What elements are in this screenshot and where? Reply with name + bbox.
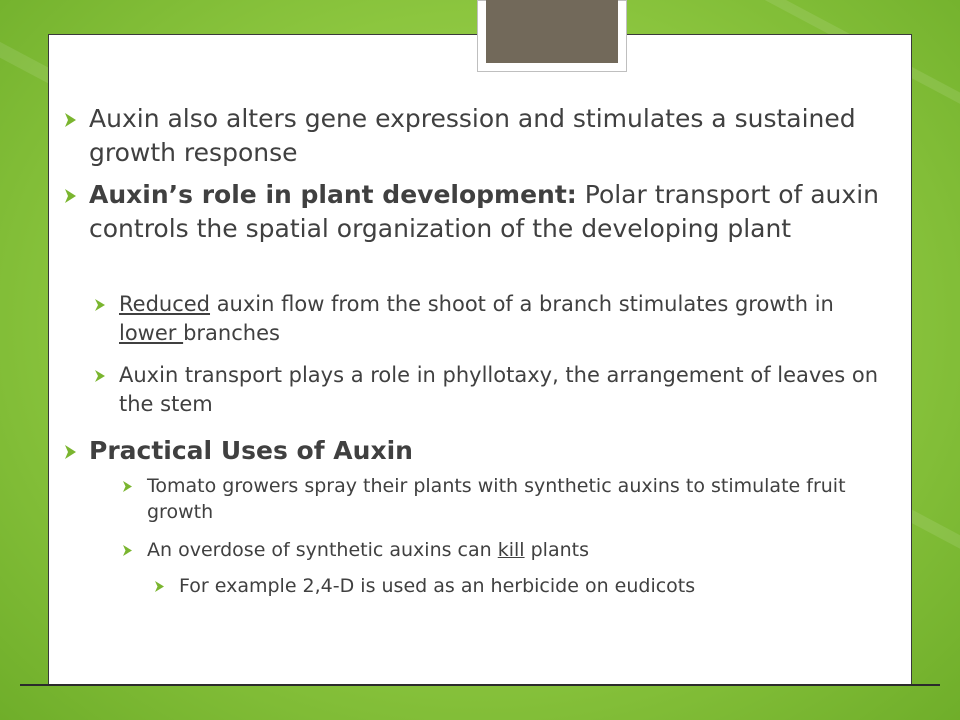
- arrow-bullet-icon: [94, 369, 107, 383]
- sub-bullet-item: [94, 290, 894, 348]
- arrow-bullet-icon: [64, 444, 78, 460]
- underlined-word: lower: [119, 321, 184, 345]
- bullet-text: For example 2,4-D is used as an herbicide on eudicots: [179, 575, 696, 597]
- bullet-item: [64, 102, 894, 170]
- arrow-bullet-icon: [64, 188, 78, 204]
- bullet-item: [64, 434, 894, 468]
- bullet-text: Tomato growers spray their plants with synthetic auxins to stimulate fruit growth: [147, 475, 846, 523]
- arrow-bullet-icon: [122, 480, 134, 493]
- bullet-item: [64, 178, 894, 246]
- bullet-bold-text: Auxin’s role in plant development:: [89, 180, 577, 209]
- underlined-word: kill: [497, 539, 525, 561]
- bullet-text: Auxin also alters gene expression and stimulates a sustained growth response: [89, 104, 856, 167]
- arrow-bullet-icon: [122, 544, 134, 557]
- sub-sub-bullet-item: [154, 573, 904, 599]
- sub-bullet-item: [122, 473, 902, 525]
- sub-bullet-item: [122, 537, 902, 563]
- bullet-text: plants: [524, 539, 589, 561]
- bullet-text: auxin flow from the shoot of a branch stimulates growth in: [210, 292, 834, 316]
- arrow-bullet-icon: [64, 112, 78, 128]
- arrow-bullet-icon: [154, 580, 166, 593]
- bullet-text: Auxin transport plays a role in phyllotaxy, the arrangement of leaves on the stem: [119, 363, 879, 416]
- bullet-text: branches: [183, 321, 280, 345]
- underlined-word: Reduced: [119, 292, 211, 316]
- bullet-text: Polar transport of auxin controls the spatial organization of the developing plant: [89, 180, 879, 243]
- sub-bullet-item: [94, 361, 894, 419]
- bullet-bold-text: Practical Uses of Auxin: [89, 436, 413, 465]
- arrow-bullet-icon: [94, 298, 107, 312]
- bullet-text: An overdose of synthetic auxins can: [147, 539, 498, 561]
